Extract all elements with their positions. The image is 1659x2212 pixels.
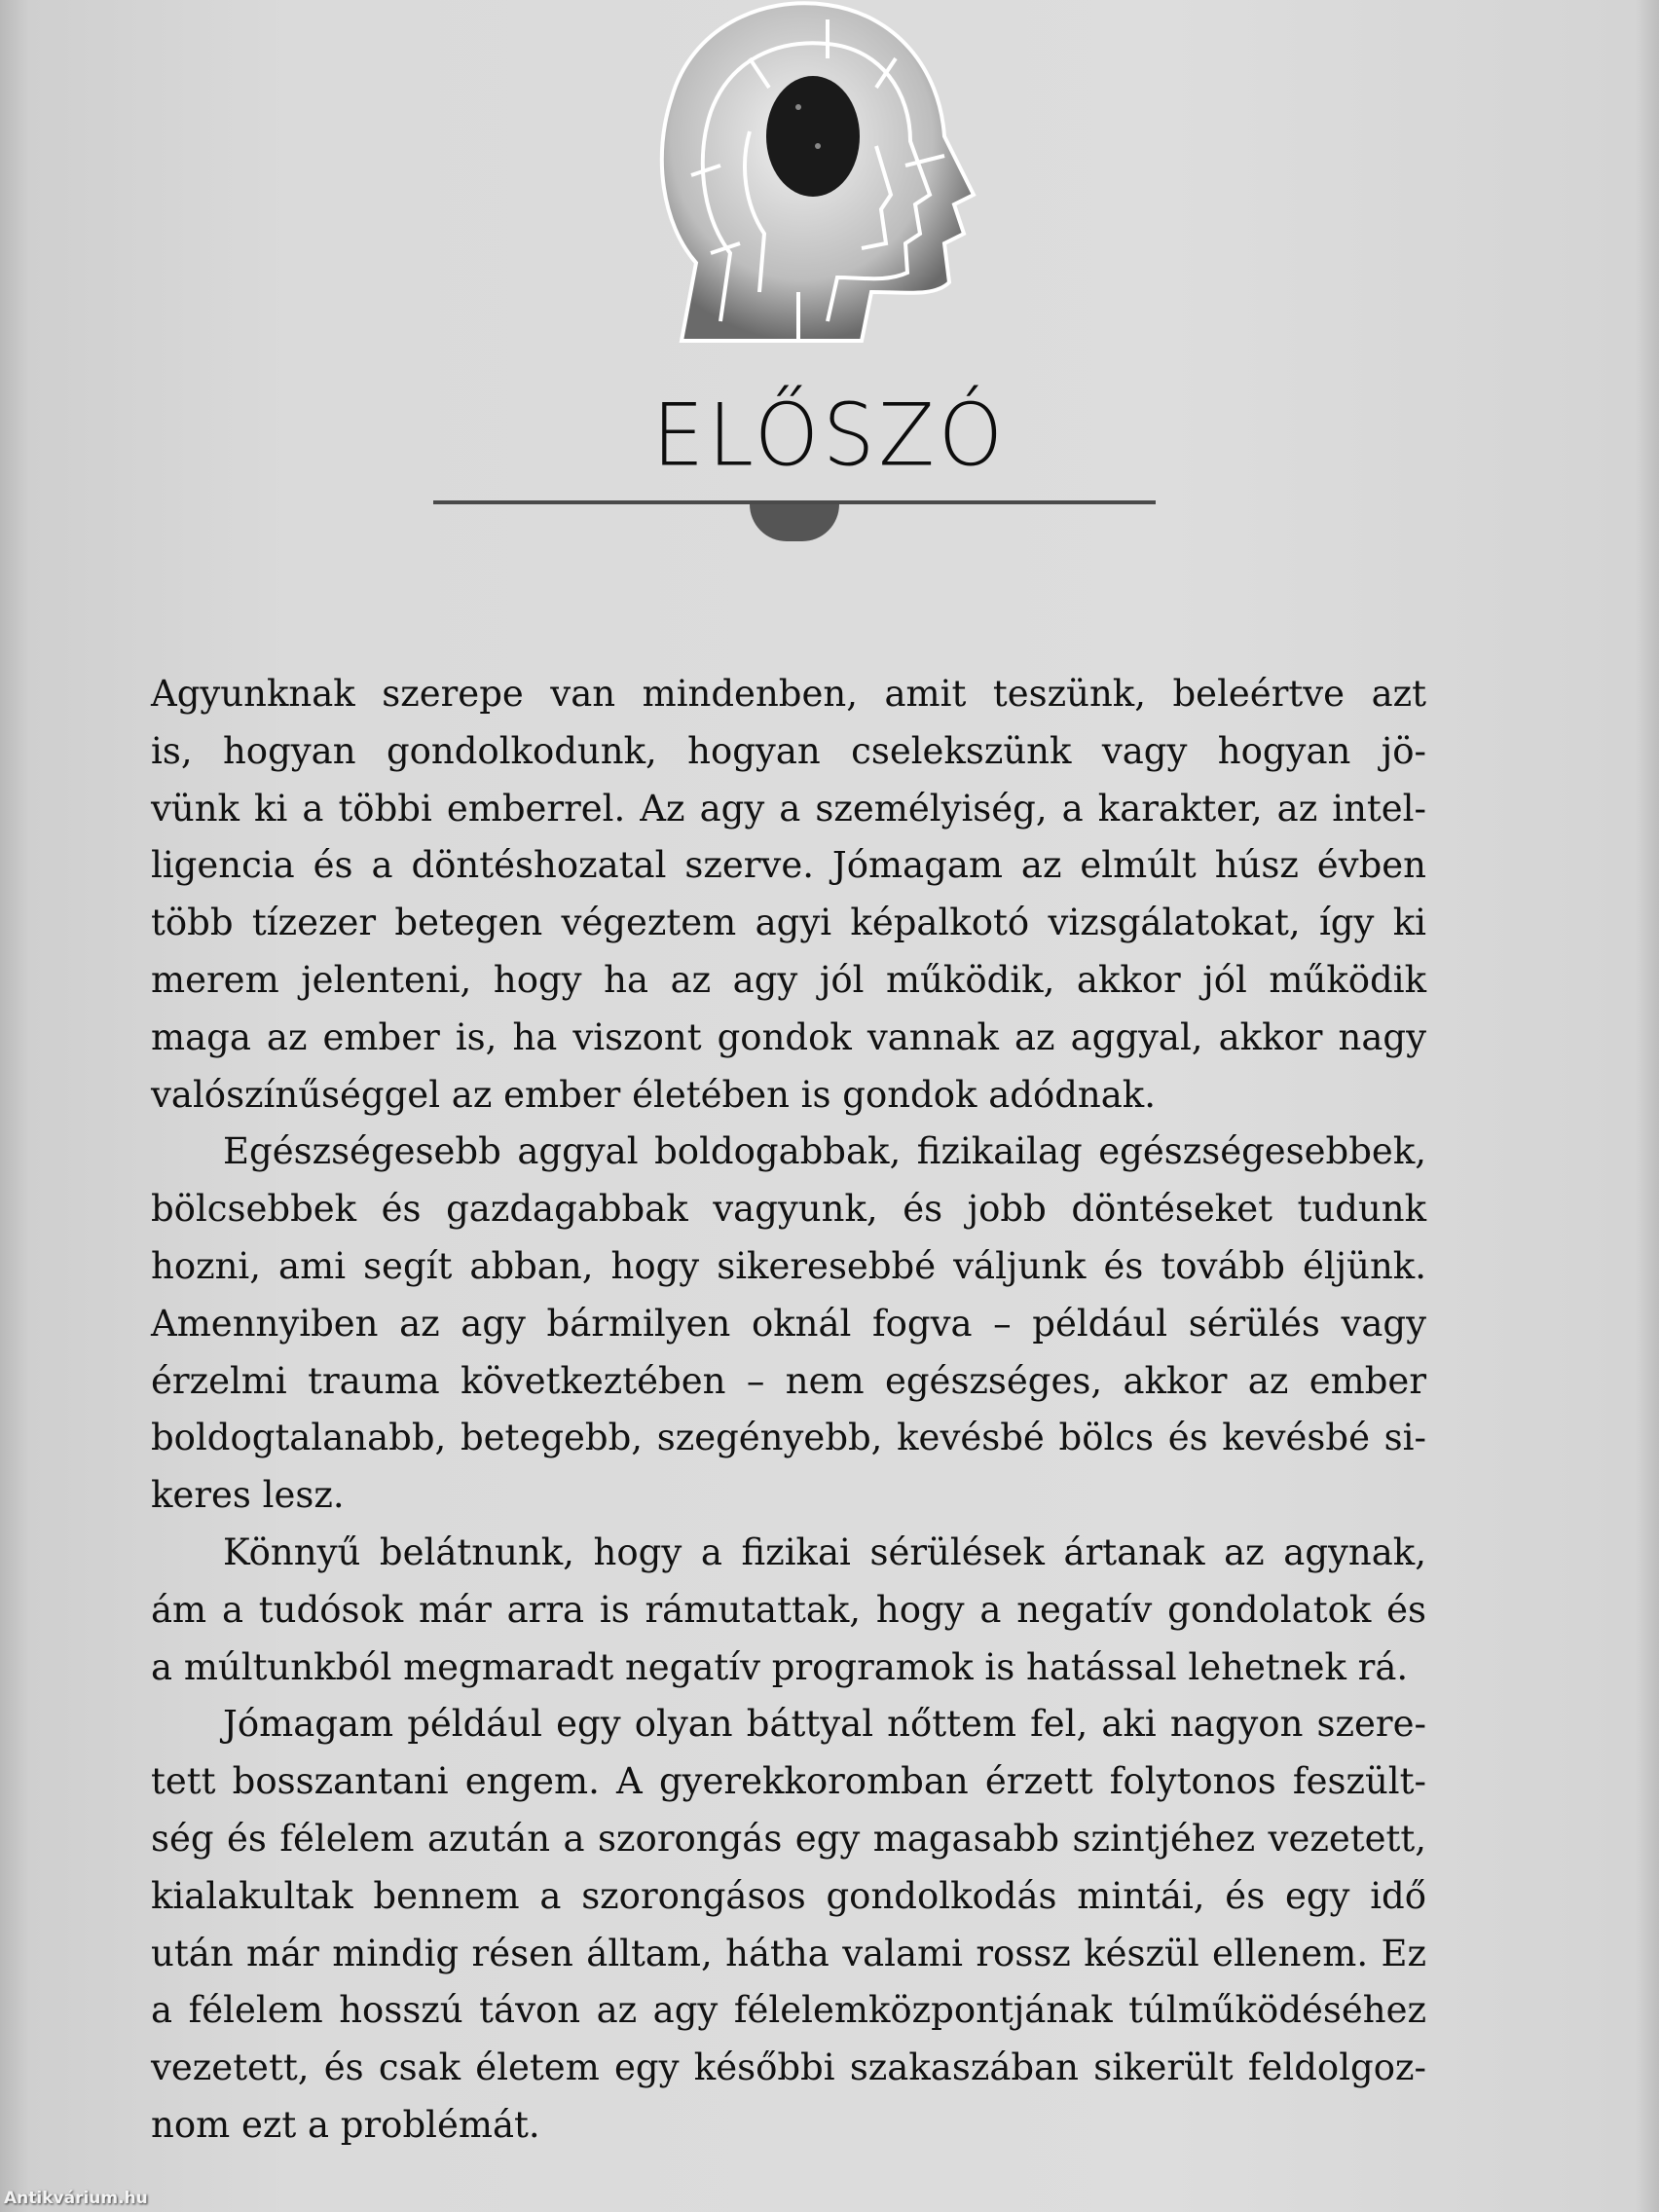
text-line: vezetett, és csak életem egy későbbi szakaszában sikerült feldolgoz-: [151, 2046, 1426, 2089]
text-line: is, hogyan gondolkodunk, hogyan cselekszünk vagy hogyan jö-: [151, 729, 1426, 772]
text-line: hozni, ami segít abban, hogy sikeresebbé váljunk és tovább éljünk.: [151, 1244, 1426, 1287]
paragraph: [151, 1525, 1426, 1696]
text-line: vünk ki a többi emberrel. Az agy a személyiség, a karakter, az intel-: [151, 787, 1426, 830]
text-line: maga az ember is, ha viszont gondok vannak az aggyal, akkor nagy: [151, 1015, 1426, 1058]
text-line: boldogtalanabb, betegebb, szegényebb, kevésbé bölcs és kevésbé si-: [151, 1417, 1426, 1459]
body-text: [151, 666, 1426, 2155]
text-line: ség és félelem azután a szorongás egy magasabb szintjéhez vezetett,: [151, 1817, 1426, 1860]
text-line: keres lesz.: [151, 1474, 345, 1517]
paragraph: [151, 1124, 1426, 1525]
paragraph: [151, 666, 1426, 1124]
paragraph: [151, 1696, 1426, 2154]
text-line: merem jelenteni, hogy ha az agy jól működik, akkor jól működik: [151, 958, 1426, 1001]
text-line: ligencia és a döntéshozatal szerve. Jómagam az elmúlt húsz évben: [151, 844, 1426, 887]
brain-maze-head-illustration: [652, 0, 1003, 350]
text-line: után már mindig résen álltam, hátha valami rossz készül ellenem. Ez: [151, 1932, 1426, 1974]
text-line: kialakultak bennem a szorongásos gondolkodás mintái, és egy idő: [151, 1874, 1426, 1917]
text-line: tett bosszantani engem. A gyerekkoromban érzett folytonos feszült-: [151, 1760, 1426, 1803]
text-line: nom ezt a problémát.: [151, 2103, 540, 2146]
text-line: Könnyű belátnunk, hogy a fizikai sérülések ártanak az agynak,: [223, 1530, 1426, 1573]
text-line: a múltunkból megmaradt negatív programok is hatással lehetnek rá.: [151, 1645, 1409, 1688]
text-line: ám a tudósok már arra is rámutattak, hogy a negatív gondolatok és: [151, 1588, 1426, 1631]
text-line: bölcsebbek és gazdagabbak vagyunk, és jobb döntéseket tudunk: [151, 1188, 1426, 1231]
text-line: Agyunknak szerepe van mindenben, amit teszünk, beleértve azt: [151, 673, 1426, 715]
text-line: Amennyiben az agy bármilyen oknál fogva – például sérülés vagy: [151, 1302, 1426, 1345]
chapter-title: ELŐSZÓ: [652, 385, 1007, 486]
text-line: valószínűséggel az ember életében is gondok adódnak.: [151, 1073, 1156, 1116]
text-line: Egészségesebb aggyal boldogabbak, fizikailag egészségesebbek,: [223, 1130, 1426, 1173]
text-line: a félelem hosszú távon az agy félelemközpontjának túlműködéséhez: [151, 1989, 1426, 2032]
text-line: több tízezer betegen végeztem agyi képalkotó vizsgálatokat, így ki: [151, 902, 1426, 944]
text-line: érzelmi trauma következtében – nem egészséges, akkor az ember: [151, 1359, 1426, 1402]
watermark: Antikvárium.hu: [4, 2189, 148, 2208]
text-line: Jómagam például egy olyan báttyal nőttem fel, aki nagyon szere-: [223, 1703, 1426, 1746]
divider-half-circle-ornament: [750, 504, 839, 541]
